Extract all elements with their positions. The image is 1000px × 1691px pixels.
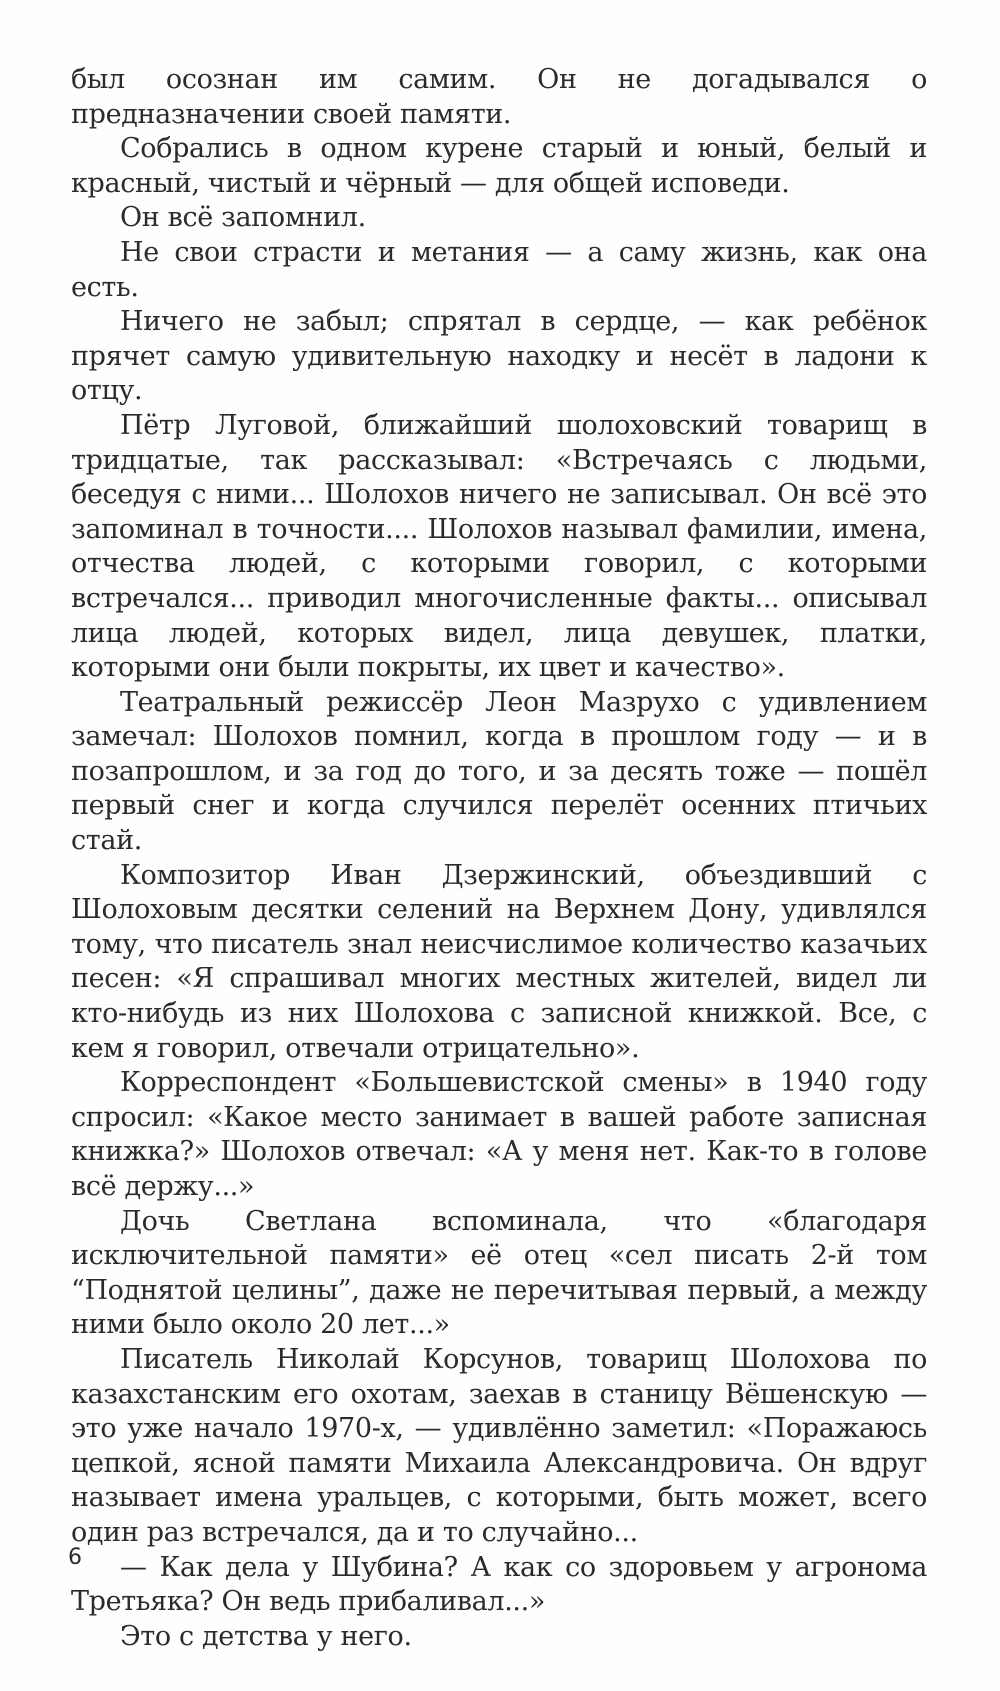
page-number: 6 (68, 1545, 82, 1570)
paragraph: Собрались в одном курене старый и юный, белый и красный, чистый и чёрный — для общей исповеди. (71, 133, 927, 199)
paragraph: Корреспондент «Большевистской смены» в 1940 году спросил: «Какое место занимает в вашей работе записная книжка?» Шолохов отвечал: «А у меня нет. Как-то в голове всё держу...» (71, 1067, 927, 1202)
paragraph: Пётр Луговой, ближайший шолоховский товарищ в тридцатые, так рассказывал: «Встречаясь с людьми, беседуя с ними... Шолохов ничего не записывал. Он всё это запоминал в точности.... Шолохов называл фамилии, имена, отчества людей, с которыми говорил, с которыми встречался... приводил многочисленные факты... описывал лица людей, которых видел, лица девушек, платки, которыми они были покрыты, их цвет и качество». (71, 409, 927, 684)
paragraph: Дочь Светлана вспоминала, что «благодаря исключительной памяти» её отец «сел писать 2-й том “Поднятой целины”, даже не перечитывая первый, а между ними было около 20 лет...» (71, 1205, 927, 1341)
paragraph: был осознан им самим. Он не догадывался о предназначении своей памяти. (71, 64, 927, 130)
paragraph: Ничего не забыл; спрятал в сердце, — как ребёнок прячет самую удивительную находку и несёт в ладони к отцу. (71, 306, 927, 407)
paragraph: Композитор Иван Дзержинский, объездивший с Шолоховым десятки селений на Верхнем Дону, удивлялся тому, что писатель знал неисчислимое количество казачьих песен: «Я спрашивал многих местных жителей, видел ли кто-нибудь из них Шолохова с записной книжкой. Все, с кем я говорил, отвечали отрицательно». (71, 859, 927, 1064)
paragraph: Он всё запомнил. (120, 202, 366, 234)
paragraph: Это с детства у него. (120, 1620, 412, 1652)
paragraph: — Как дела у Шубина? А как со здоровьем у агронома Третьяка? Он ведь прибаливал...» (71, 1551, 927, 1618)
paragraph: Не свои страсти и метания — а саму жизнь, как она есть. (71, 236, 927, 303)
body-text (71, 63, 927, 1654)
paragraph: Театральный режиссёр Леон Мазрухо с удивлением замечал: Шолохов помнил, когда в прошлом году — и в позапрошлом, и за год до того, и за десять тоже — пошёл первый снег и когда случился перелёт осенних птичьих стай. (71, 686, 927, 857)
paragraph: Писатель Николай Корсунов, товарищ Шолохова по казахстанским его охотам, заехав в станицу Вёшенскую — это уже начало 1970-х, — удивлённо заметил: «Поражаюсь цепкой, ясной памяти Михаила Александровича. Он вдруг называет имена уральцев, с которыми, быть может, всего один раз встречался, да и то случайно... (71, 1343, 927, 1548)
